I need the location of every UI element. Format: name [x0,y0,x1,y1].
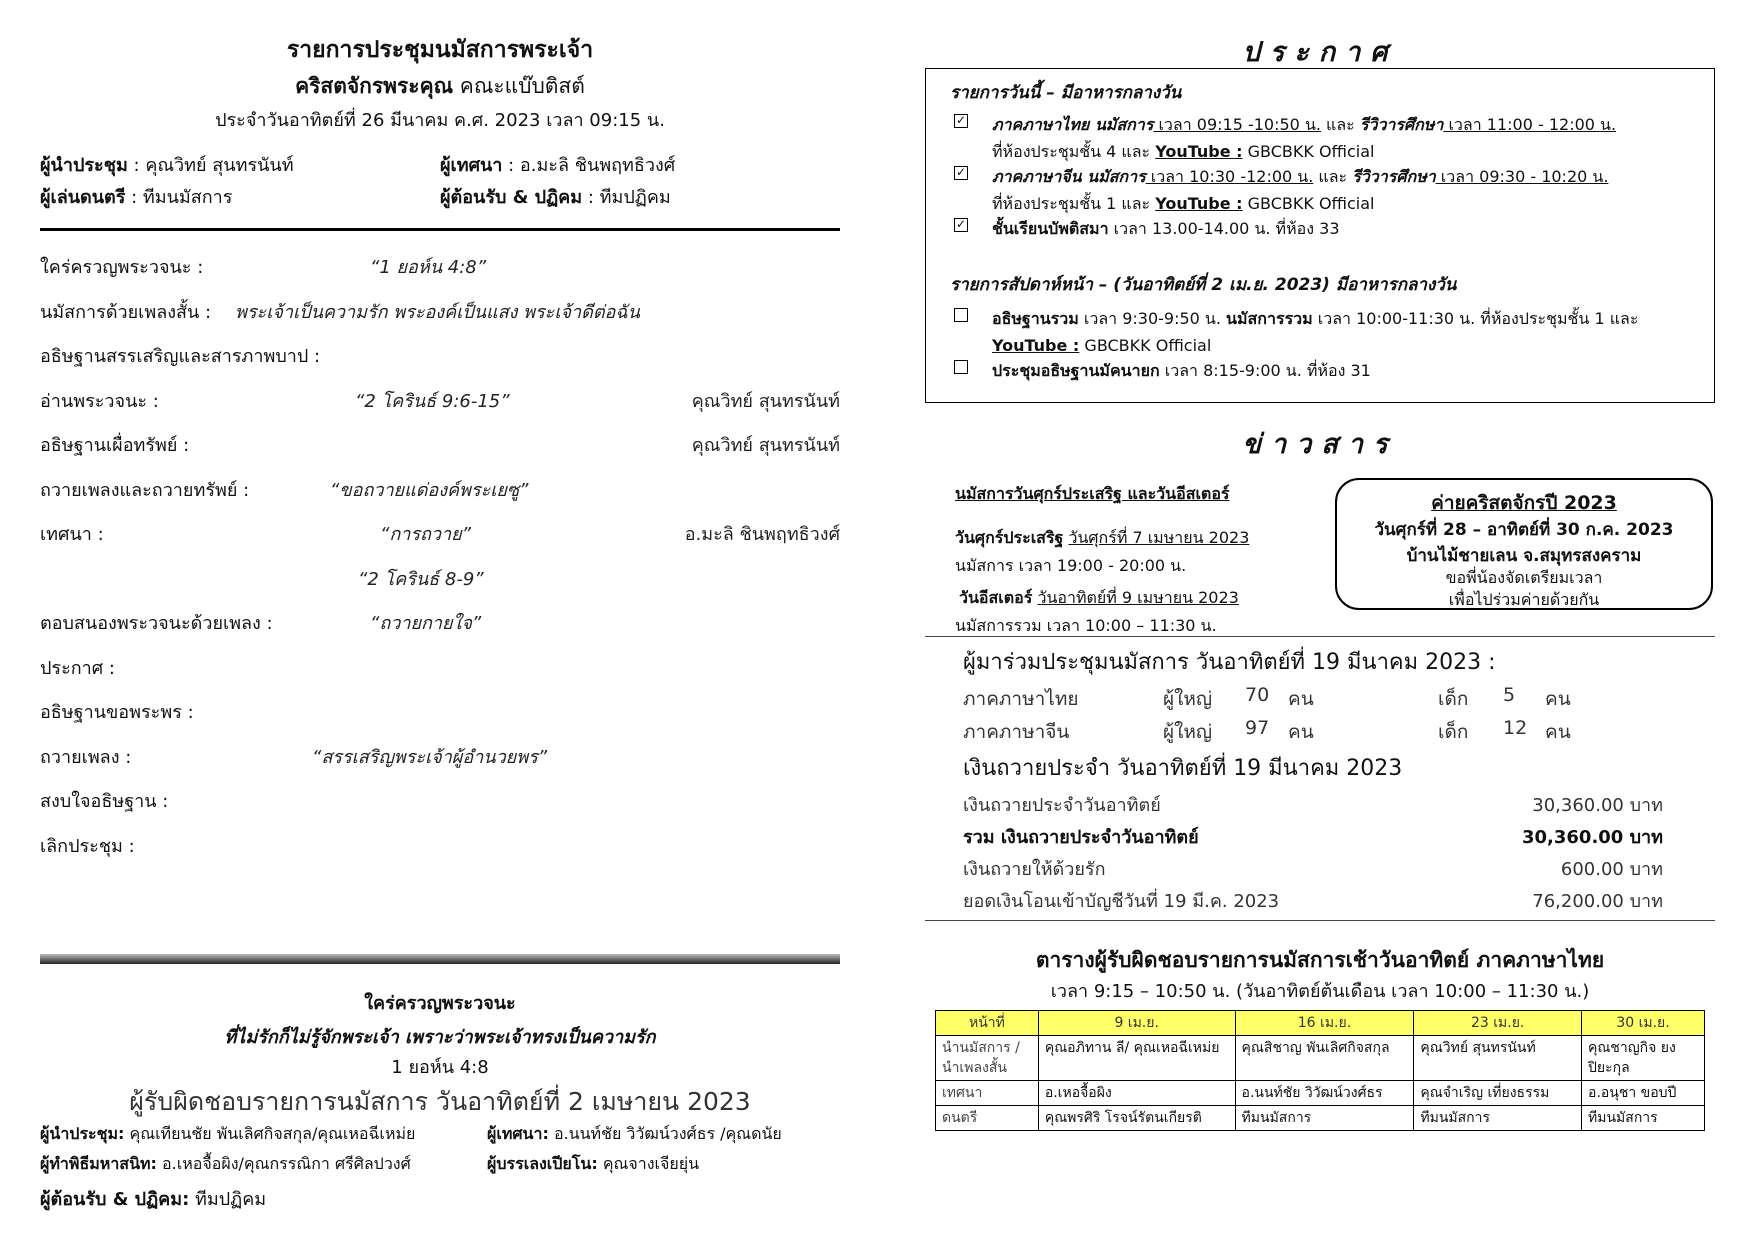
order-label: อธิษฐานสรรเสริญและสารภาพบาป : [40,346,321,367]
offering-amount: 600.00 บาท [1560,859,1663,880]
offering-label: ยอดเงินโอนเข้าบัญชีวันที่ 19 มี.ค. 2023 [963,891,1280,912]
schedule-cell: คุณพรศิริ โรจน์รัตนเกียรติ [1038,1106,1235,1131]
news-heading: ข่าวสาร [1242,429,1398,460]
next-usher-value: ทีมปฏิคม [189,1189,267,1210]
music-value: : ทีมนมัสการ [125,187,233,208]
order-detail: “ขอถวายแด่องค์พระเยซู” [330,479,529,501]
schedule-header-cell: หน้าที่ [936,1011,1039,1036]
usher-value: : ทีมปฏิคม [582,187,671,208]
announce-line [992,163,1692,190]
next-usher [40,1184,266,1213]
announce-line [992,190,1692,217]
order-row [40,653,840,681]
order-row [40,742,840,770]
order-row [40,297,840,325]
offering-row [963,822,1663,852]
good-friday-date: วันศุกร์ที่ 7 เมษายน 2023 [1068,528,1250,547]
order-person: คุณวิทย์ สุนทรนันท์ [691,435,840,456]
checkbox-empty-icon [954,308,968,322]
order-row [40,608,840,636]
service-title: รายการประชุมนมัสการพระเจ้า [286,37,594,63]
announce-line [992,138,1692,165]
order-list [40,252,840,892]
schedule-cell: คุณสิชาญ พันเลิศกิจสกุล [1235,1036,1414,1081]
child-label: เด็ก [1438,721,1469,743]
order-row [40,697,840,725]
announce-bold: ชั้นเรียนบัพติสมา [992,219,1109,238]
announce-line [992,111,1692,138]
order-detail: “การถวาย” [380,524,471,545]
attendance-group: ภาคภาษาไทย [963,688,1079,710]
order-label: สงบใจอธิษฐาน : [40,791,169,812]
order-label: อธิษฐานขอพระพร : [40,702,194,723]
order-detail: “2 โครินธ์ 9:6-15” [355,390,510,412]
next-lord-label: ผู้ทำพิธีมหาสนิท: [40,1154,157,1173]
order-label: ตอบสนองพระวจนะด้วยเพลง : [40,613,273,634]
order-row [40,564,840,592]
announce-bold: ภาคภาษาจีน นมัสการ [992,167,1146,186]
next-lords-supper [40,1152,411,1177]
attendance-row [963,684,1663,714]
announce-text-part: GBCBKK Official [1242,142,1375,161]
announce-time: เวลา 11:00 - 12:00 น. [1443,115,1617,134]
adult-count: 97 [1245,717,1270,739]
announce-bold: นมัสการรวม [1226,309,1313,328]
next-piano-value: คุณจางเจียยุ่น [597,1154,700,1173]
preacher-label: ผู้เทศนา [440,155,503,176]
order-row [40,786,840,814]
announce-text-part: เวลา 10:00-11:30 น. ที่ห้องประชุมชั้น 1 และ [1312,309,1639,328]
order-detail: “สรรเสริญพระเจ้าผู้อำนวยพร” [312,746,548,768]
order-detail: “2 โครินธ์ 8-9” [358,568,484,590]
today-list [954,111,1704,291]
verse-ref: 1 ยอห์น 4:8 [391,1057,489,1078]
announce-text-part: และ [1313,167,1353,186]
divider [40,228,840,231]
camp-date: วันศุกร์ที่ 28 – อาทิตย์ที่ 30 ก.ค. 2023 [1374,520,1674,540]
checkbox-checked-icon: ✓ [955,113,967,127]
offering-row [963,854,1663,884]
order-of-service-panel [40,30,840,1230]
leader-value: : คุณวิทย์ สุนทรนันท์ [127,155,294,176]
announcements-panel [925,30,1715,1230]
youtube-link: YouTube : [992,336,1080,355]
good-friday-line [955,526,1249,551]
next-piano [487,1152,699,1177]
announce-text [992,215,1692,242]
camp-place: บ้านไม้ชายเลน จ.สมุทรสงคราม [1406,546,1642,566]
camp-box [1335,478,1713,610]
camp-note-2: เพื่อไปร่วมค่ายด้วยกัน [1448,590,1600,609]
schedule-subtitle: เวลา 9:15 – 10:50 น. (วันอาทิตย์ต้นเดือน เวลา 10:00 – 11:30 น.) [1050,981,1590,1002]
divider [925,636,1715,637]
order-row [40,430,840,458]
order-row [40,831,840,859]
schedule-cell: ทีมนมัสการ [1235,1106,1414,1131]
announce-line [992,305,1692,332]
attendance-list [963,684,1663,754]
offering-amount: 30,360.00 บาท [1521,827,1663,848]
order-person: อ.มะลิ ชินพฤทธิวงศ์ [684,524,840,545]
schedule-header-cell: 16 เม.ย. [1235,1011,1414,1036]
next-leader-value: คุณเทียนชัย พันเลิศกิจสกุล/คุณเหอฉีเหม่ย [124,1124,416,1143]
order-row [40,386,840,414]
order-row [40,252,840,280]
announce-line [992,332,1692,359]
announce-time: เวลา 09:30 - 10:20 น. [1435,167,1609,186]
youtube-link: YouTube : [1155,142,1243,161]
divider-bar [40,954,840,964]
easter-time: นมัสการรวม เวลา 10:00 – 11:30 น. [955,616,1217,635]
announce-text-part: และ [1320,115,1360,134]
schedule-header-row [936,1011,1705,1036]
schedule-row [936,1106,1705,1131]
schedule-cell: ทีมนมัสการ [1582,1106,1705,1131]
adult-label: ผู้ใหญ่ [1163,688,1213,710]
schedule-cell: คุณจำเริญ เที่ยงธรรม [1414,1081,1582,1106]
order-row [40,519,840,547]
schedule-cell: ทีมนมัสการ [1414,1106,1582,1131]
schedule-header-cell: 23 เม.ย. [1414,1011,1582,1036]
order-label: อธิษฐานเผื่อทรัพย์ : [40,435,190,456]
announce-time: เวลา 10:30 -12:00 น. [1145,167,1314,186]
schedule-title: ตารางผู้รับผิดชอบรายการนมัสการเช้าวันอาทิตย์ ภาคภาษาไทย [1035,948,1605,972]
order-label: อ่านพระวจนะ : [40,390,159,412]
announce-bold: รีวิวารศึกษา [1352,167,1436,186]
order-label: เทศนา : [40,524,104,545]
order-detail: พระเจ้าเป็นความรัก พระองค์เป็นแสง พระเจ้าดีต่อฉัน [235,301,640,323]
verse-heading: ใคร่ครวญพระวจนะ [364,993,516,1014]
announce-line [992,357,1692,384]
schedule-table [935,1010,1705,1131]
unit: คน [1545,721,1571,743]
offering-amount: 76,200.00 บาท [1532,891,1663,912]
order-label: นมัสการด้วยเพลงสั้น : [40,301,212,323]
next-preacher-value: อ.นนท์ชัย วิวัฒน์วงศ์ธร /คุณดนัย [548,1124,782,1143]
divider [925,920,1715,921]
announce-text-part: GBCBKK Official [1079,336,1212,355]
leader-info [40,150,294,179]
order-detail: “1 ยอห์น 4:8” [370,257,487,278]
checkbox-checked-icon: ✓ [955,217,967,231]
offering-label: เงินถวายประจำวันอาทิตย์ [963,795,1161,816]
schedule-row [936,1081,1705,1106]
order-label: ถวายเพลงและถวายทรัพย์ : [40,479,250,501]
schedule-cell: อ.อนุชา ขอบปี [1582,1081,1705,1106]
schedule-cell: คุณวิทย์ สุนทรนันท์ [1414,1036,1582,1081]
announce-text [992,357,1692,384]
easter-label: วันอีสเตอร์ [959,588,1033,607]
announce-bold: ประชุมอธิษฐานมัคนายก [992,361,1160,380]
unit: คน [1288,688,1314,710]
service-date: ประจำวันอาทิตย์ที่ 26 มีนาคม ค.ศ. 2023 เวลา 09:15 น. [215,110,665,131]
schedule-row [936,1036,1705,1081]
offering-label: รวม เงินถวายประจำวันอาทิตย์ [963,827,1199,848]
schedule-role-cell: นำนมัสการ / นำเพลงสั้น [936,1036,1039,1081]
schedule-cell: คุณชาญกิจ ยงปิยะกุล [1582,1036,1705,1081]
checkbox-empty-icon [954,360,968,374]
next-preacher [487,1122,782,1147]
offering-amount: 30,360.00 บาท [1532,795,1663,816]
adult-count: 70 [1245,684,1270,706]
leader-label: ผู้นำประชุม [40,155,128,176]
schedule-cell: อ.เหอจื้อผิง [1038,1081,1235,1106]
announce-text-part: ที่ห้องประชุมชั้น 1 และ [992,194,1156,213]
announce-text-part: ที่ห้องประชุมชั้น 4 และ [992,142,1156,161]
schedule-header-cell: 9 เม.ย. [1038,1011,1235,1036]
checkbox-checked-icon: ✓ [955,165,967,179]
offering-heading: เงินถวายประจำ วันอาทิตย์ที่ 19 มีนาคม 2023 [963,756,1403,781]
usher-info [440,182,671,211]
good-friday-label: วันศุกร์ประเสริฐ [955,528,1064,547]
camp-note-1: ขอพี่น้องจัดเตรียมเวลา [1445,568,1603,587]
news-title: นมัสการวันศุกร์ประเสริฐ และวันอีสเตอร์ [955,484,1230,503]
next-leader-label: ผู้นำประชุม: [40,1124,125,1143]
next-lord-value: อ.เหอจื้อผิง/คุณกรรณิกา ศรีศิลปวงศ์ [156,1154,411,1173]
schedule-header-cell: 30 เม.ย. [1582,1011,1705,1036]
announce-text [992,163,1692,217]
today-heading: รายการวันนี้ – มีอาหารกลางวัน [950,83,1182,103]
order-person: คุณวิทย์ สุนทรนันท์ [691,390,840,412]
order-label: ใคร่ครวญพระวจนะ : [40,257,204,278]
easter-line [959,586,1239,611]
schedule-role-cell: เทศนา [936,1081,1039,1106]
unit: คน [1288,721,1314,743]
preacher-value: : อ.มะลิ ชินพฤทธิวงศ์ [502,155,676,176]
announce-bold: ภาคภาษาไทย นมัสการ [992,115,1154,134]
announce-text-part: เวลา 9:30-9:50 น. [1078,309,1227,328]
easter-date: วันอาทิตย์ที่ 9 เมษายน 2023 [1037,588,1239,607]
offering-label: เงินถวายให้ด้วยรัก [963,859,1106,880]
announce-text [992,111,1692,165]
church-name-bold: คริสตจักรพระคุณ [295,74,454,98]
church-name [40,70,840,103]
youtube-link: YouTube : [1155,194,1243,213]
announce-box [925,68,1715,403]
announce-text [992,305,1692,359]
verse-text: ที่ไม่รักก็ไม่รู้จักพระเจ้า เพราะว่าพระเจ้าทรงเป็นความรัก [224,1027,656,1048]
attendance-row [963,717,1663,747]
announce-text-part: GBCBKK Official [1242,194,1375,213]
order-label: ประกาศ : [40,657,115,679]
next-week-list [954,305,1704,405]
order-detail: “ถวายกายใจ” [370,613,482,634]
music-label: ผู้เล่นดนตรี [40,187,126,208]
attendance-group: ภาคภาษาจีน [963,721,1070,743]
order-row [40,475,840,503]
announce-bold: อธิษฐานรวม [992,309,1079,328]
next-usher-label: ผู้ต้อนรับ & ปฏิคม: [40,1189,190,1210]
announce-bold: รีวิวารศึกษา [1359,115,1444,134]
next-week-program-heading: รายการสัปดาห์หน้า – (วันอาทิตย์ที่ 2 เม.ย. 2023) มีอาหารกลางวัน [950,275,1457,295]
camp-title: ค่ายคริสตจักรปี 2023 [1431,492,1617,514]
schedule-cell: อ.นนท์ชัย วิวัฒน์วงศ์ธร [1235,1081,1414,1106]
offering-row [963,790,1663,820]
next-week-heading: ผู้รับผิดชอบรายการนมัสการ วันอาทิตย์ที่ 2 เมษายน 2023 [129,1087,751,1116]
music-info [40,182,232,211]
announce-text-part: เวลา 13.00-14.00 น. ที่ห้อง 33 [1108,219,1340,238]
child-count: 12 [1503,717,1528,739]
next-leader [40,1122,415,1147]
child-label: เด็ก [1438,688,1469,710]
order-label: เลิกประชุม : [40,835,135,857]
announce-heading: ประกาศ [1242,37,1398,68]
adult-label: ผู้ใหญ่ [1163,721,1213,743]
announce-time: เวลา 09:15 -10:50 น. [1153,115,1321,134]
good-friday-time: นมัสการ เวลา 19:00 - 20:00 น. [955,556,1187,575]
schedule-role-cell: ดนตรี [936,1106,1039,1131]
next-preacher-label: ผู้เทศนา: [487,1124,549,1143]
announce-text-part: เวลา 8:15-9:00 น. ที่ห้อง 31 [1159,361,1371,380]
order-label: ถวายเพลง : [40,746,132,768]
unit: คน [1545,688,1571,710]
attendance-heading: ผู้มาร่วมประชุมนมัสการ วันอาทิตย์ที่ 19 มีนาคม 2023 : [963,650,1496,675]
usher-label: ผู้ต้อนรับ & ปฏิคม [440,187,583,208]
schedule-cell: คุณอภิทาน ลี/ คุณเหอฉีเหม่ย [1038,1036,1235,1081]
church-name-rest: คณะแบ๊บติสต์ [453,74,585,98]
preacher-info [440,150,675,179]
offering-row [963,886,1663,916]
child-count: 5 [1503,684,1516,706]
next-piano-label: ผู้บรรเลงเปียโน: [487,1154,598,1173]
order-row [40,341,840,369]
offering-list [963,790,1663,920]
